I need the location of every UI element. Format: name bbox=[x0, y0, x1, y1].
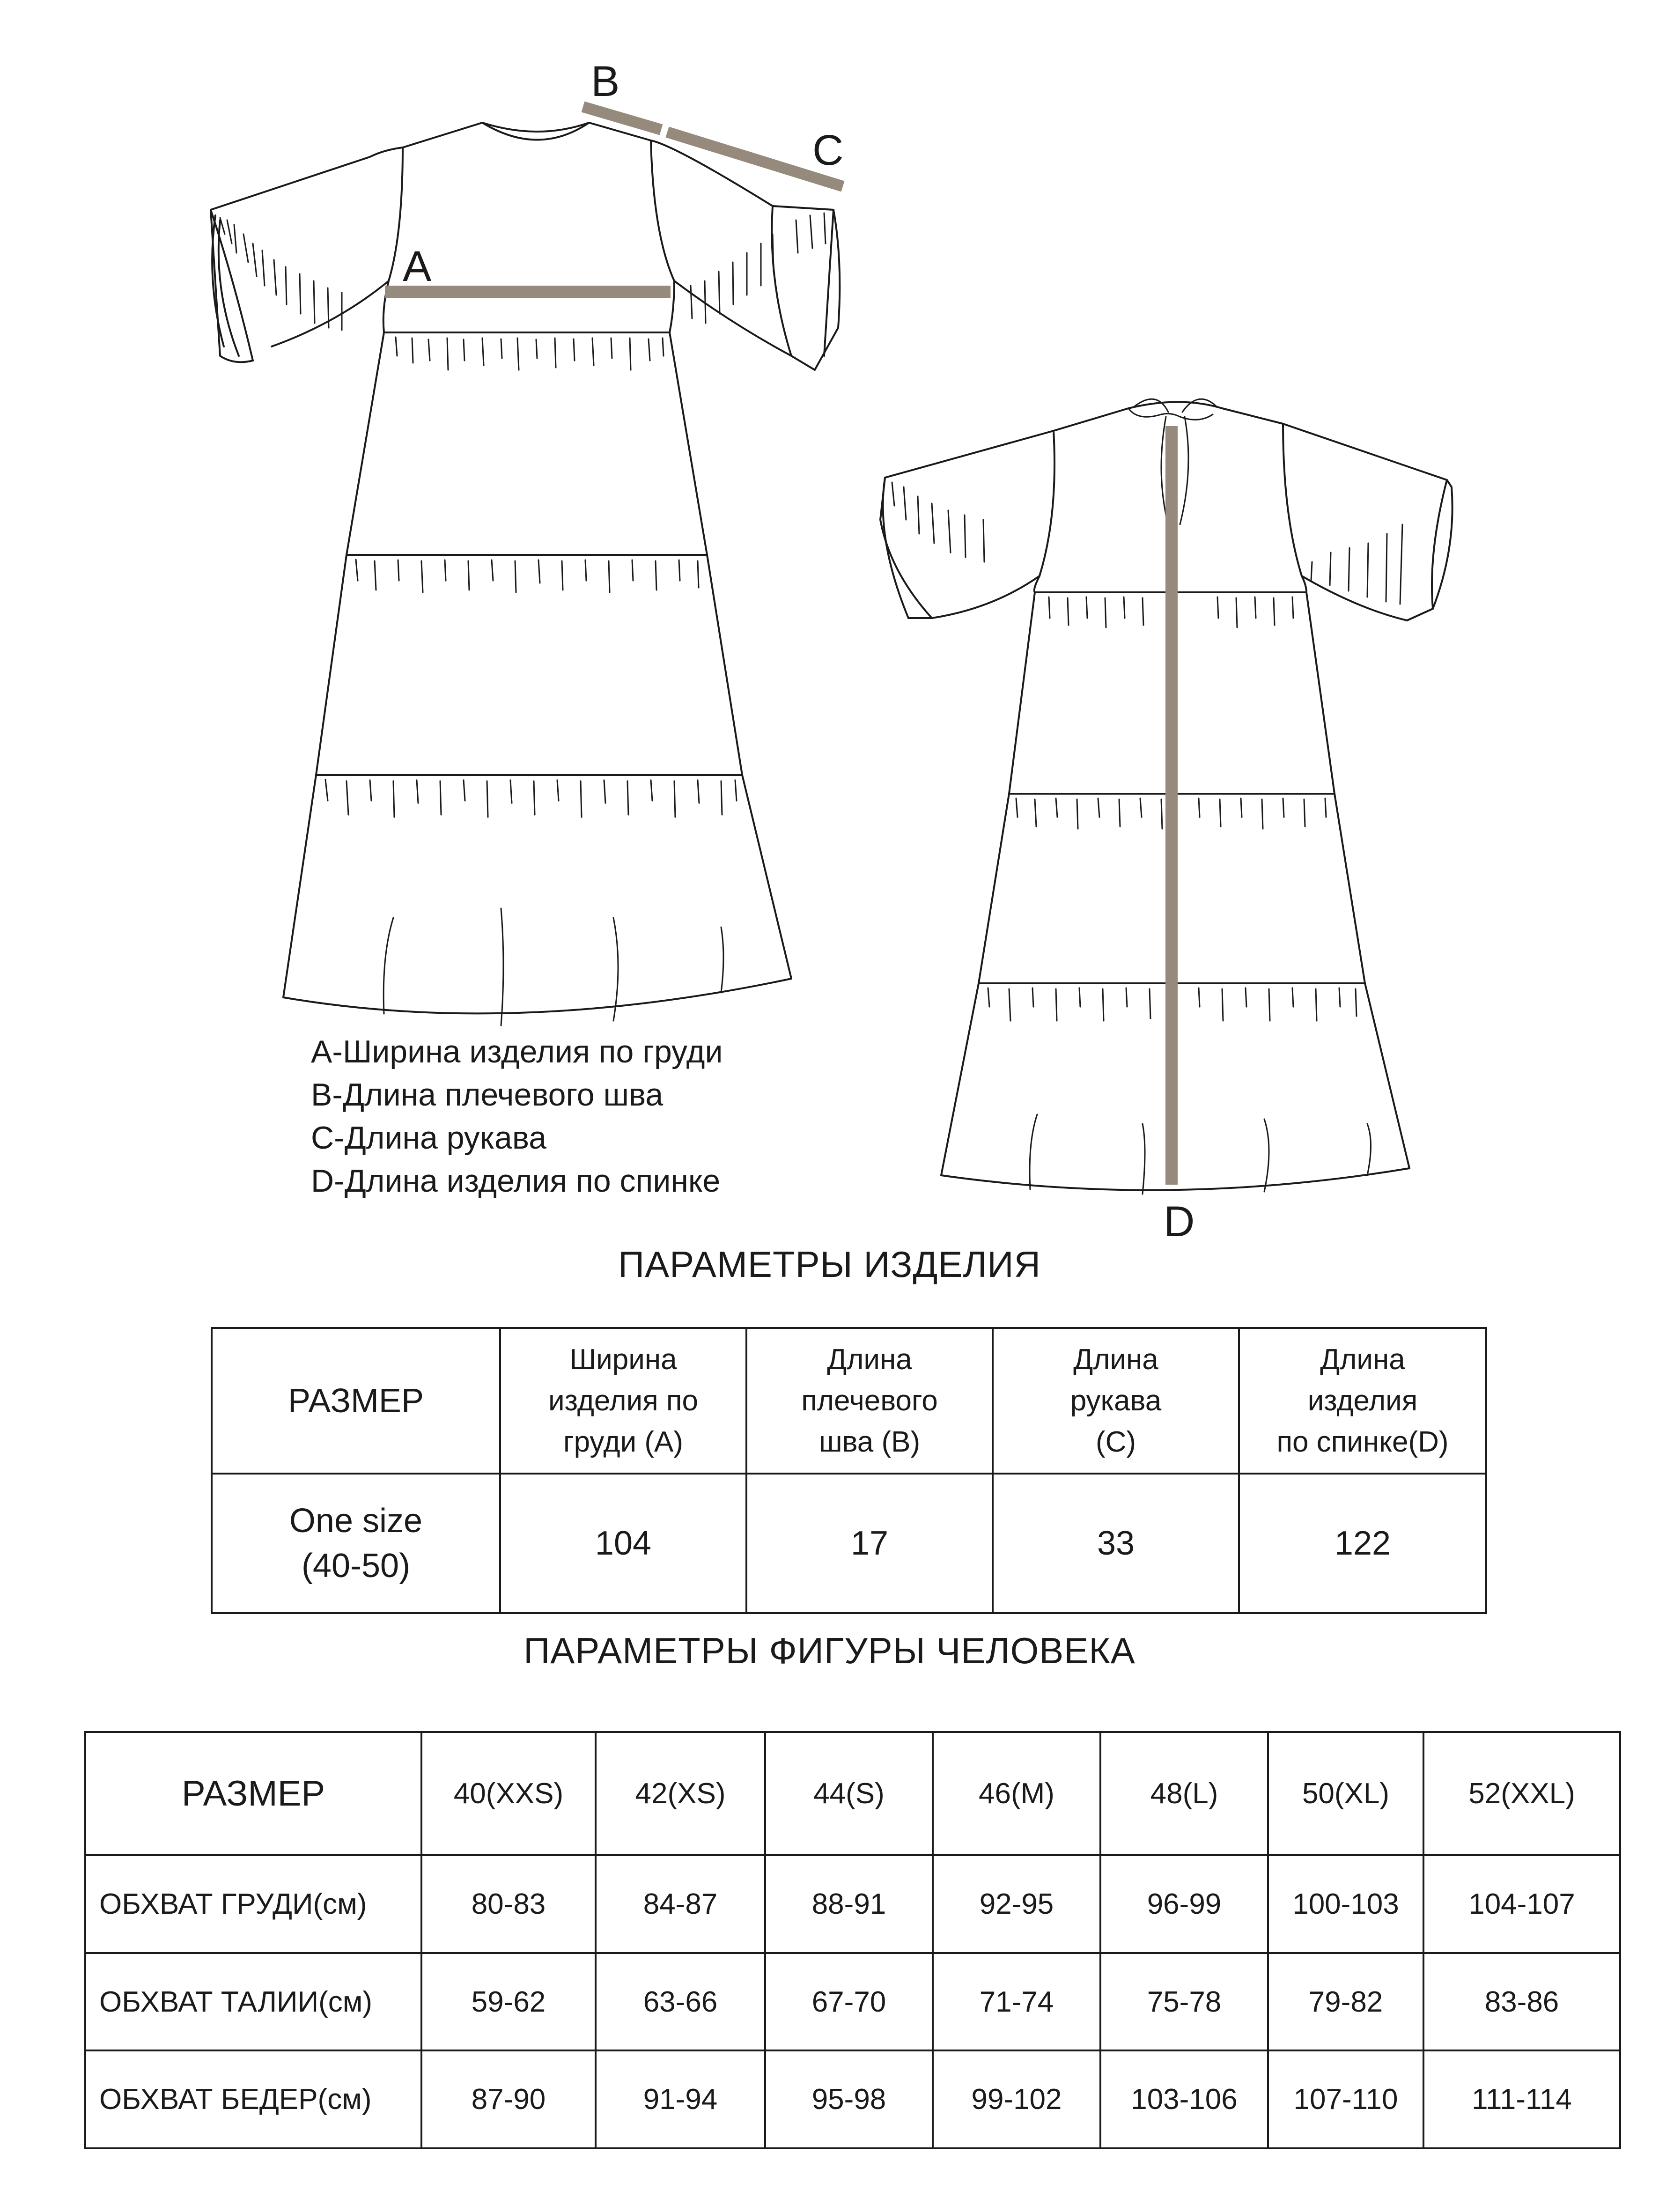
label-d: D bbox=[1164, 1198, 1195, 1246]
product-header-chest: Ширина изделия по груди (A) bbox=[500, 1328, 746, 1474]
table-cell: 87-90 bbox=[421, 2050, 596, 2148]
size-col-header: 46(M) bbox=[933, 1732, 1100, 1855]
table-cell: 92-95 bbox=[933, 1855, 1100, 1953]
table-cell: 80-83 bbox=[421, 1855, 596, 1953]
size-col-header: 44(S) bbox=[765, 1732, 933, 1855]
product-header-shoulder: Длина плечевого шва (B) bbox=[746, 1328, 993, 1474]
product-chest-value: 104 bbox=[500, 1474, 746, 1613]
body-header-row bbox=[85, 1732, 1620, 1855]
legend-item: A-Ширина изделия по груди bbox=[311, 1034, 723, 1069]
measurement-legend bbox=[311, 1030, 723, 1202]
table-cell: 104-107 bbox=[1423, 1855, 1620, 1953]
table-cell: 96-99 bbox=[1100, 1855, 1268, 1953]
product-params-title: ПАРАМЕТРЫ ИЗДЕЛИЯ bbox=[618, 1244, 1041, 1285]
dress-front-view bbox=[211, 107, 843, 1025]
product-length-value: 122 bbox=[1239, 1474, 1486, 1613]
product-size-value: One size (40-50) bbox=[212, 1474, 500, 1613]
size-col-header: 50(XL) bbox=[1268, 1732, 1423, 1855]
table-row bbox=[85, 2050, 1620, 2148]
table-cell: 75-78 bbox=[1100, 1953, 1268, 2050]
table-row bbox=[85, 1953, 1620, 2050]
table-cell: 100-103 bbox=[1268, 1855, 1423, 1953]
size-col-header: 48(L) bbox=[1100, 1732, 1268, 1855]
product-header-row bbox=[212, 1328, 1486, 1474]
size-col-header: 42(XS) bbox=[596, 1732, 765, 1855]
product-shoulder-value: 17 bbox=[746, 1474, 993, 1613]
table-cell: 84-87 bbox=[596, 1855, 765, 1953]
table-cell: 91-94 bbox=[596, 2050, 765, 2148]
size-col-header: 40(XXS) bbox=[421, 1732, 596, 1855]
table-row bbox=[85, 1855, 1620, 1953]
product-header-size: РАЗМЕР bbox=[212, 1328, 500, 1474]
body-header-size: РАЗМЕР bbox=[85, 1732, 421, 1855]
size-col-header: 52(XXL) bbox=[1423, 1732, 1620, 1855]
product-values-row bbox=[212, 1474, 1486, 1613]
legend-item: B-Длина плечевого шва bbox=[311, 1077, 664, 1113]
table-cell: 67-70 bbox=[765, 1953, 933, 2050]
table-cell: 103-106 bbox=[1100, 2050, 1268, 2148]
table-cell: 99-102 bbox=[933, 2050, 1100, 2148]
table-cell: 107-110 bbox=[1268, 2050, 1423, 2148]
table-cell: 88-91 bbox=[765, 1855, 933, 1953]
dress-back-view bbox=[880, 399, 1453, 1194]
row-label-waist: ОБХВАТ ТАЛИИ(см) bbox=[85, 1953, 421, 2050]
row-label-chest: ОБХВАТ ГРУДИ(см) bbox=[85, 1855, 421, 1953]
label-c: C bbox=[812, 126, 844, 174]
row-label-hips: ОБХВАТ БЕДЕР(см) bbox=[85, 2050, 421, 2148]
table-cell: 79-82 bbox=[1268, 1953, 1423, 2050]
body-params-table bbox=[84, 1731, 1621, 2149]
table-cell: 59-62 bbox=[421, 1953, 596, 2050]
table-cell: 95-98 bbox=[765, 2050, 933, 2148]
table-cell: 111-114 bbox=[1423, 2050, 1620, 2148]
table-cell: 71-74 bbox=[933, 1953, 1100, 2050]
label-a: A bbox=[403, 243, 432, 290]
body-params-title: ПАРАМЕТРЫ ФИГУРЫ ЧЕЛОВЕКА bbox=[524, 1630, 1135, 1671]
product-params-table bbox=[211, 1327, 1487, 1614]
table-cell: 63-66 bbox=[596, 1953, 765, 2050]
label-b: B bbox=[591, 58, 620, 105]
product-header-length: Длина изделия по спинке(D) bbox=[1239, 1328, 1486, 1474]
product-sleeve-value: 33 bbox=[993, 1474, 1239, 1613]
legend-item: D-Длина изделия по спинке bbox=[311, 1163, 721, 1199]
legend-item: C-Длина рукава bbox=[311, 1120, 547, 1156]
product-header-sleeve: Длина рукава (C) bbox=[993, 1328, 1239, 1474]
table-cell: 83-86 bbox=[1423, 1953, 1620, 2050]
